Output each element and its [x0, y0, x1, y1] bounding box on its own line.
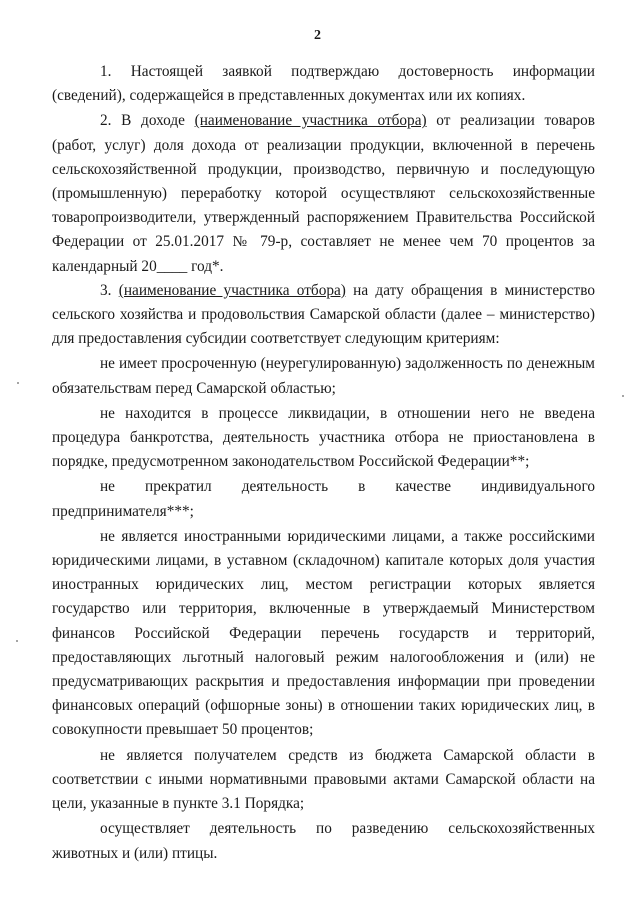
- criterion-animal-breeding: осуществляет деятельность по разведению сельскохозяйственных животных и (или) птицы.: [52, 820, 595, 862]
- criterion-not-foreign-entity: не является иностранными юридическими лицами, а также российскими юридическими лицами, в уставном (складочном) капитале которых доля участия иностранных юридических лиц, местом регистрации которых является государство или территория, включенные в утверждаемый Министерством финансов Российской Федерации перечень государств и территорий, предоставляющих льготный налоговый режим налогообложения и (или) не предусматривающих раскрытия и предоставления информации при проведении финансовых операций (офшорные зоны) в отношении таких юридических лиц, в совокупности превышает 50 процентов;: [52, 527, 595, 739]
- participant-name-placeholder: (наименование участника отбора): [194, 112, 427, 130]
- paragraph-confirmation: 1. Настоящей заявкой подтверждаю достоверность информации (сведений), содержащейся в представленных документах или их копиях.: [52, 63, 595, 105]
- paragraph-criteria-intro: [52, 279, 595, 352]
- criterion-no-liquidation: не находится в процессе ликвидации, в отношении него не введена процедура банкротства, деятельность участника отбора не приостановлена в порядке, предусмотренном законодательством Российской Федерации**;: [52, 404, 595, 471]
- criterion-no-debt: не имеет просроченную (неурегулированную) задолженность по денежным обязательствам перед Самарской областью;: [52, 355, 595, 397]
- scan-speck: [17, 382, 19, 384]
- scan-speck: [16, 640, 18, 642]
- page-number: 2: [314, 28, 321, 43]
- criterion-no-other-budget-funds: не является получателем средств из бюджета Самарской области в соответствии с иными нормативными правовыми актами Самарской области на цели, указанные в пункте 3.1 Порядка;: [52, 746, 595, 813]
- paragraph-income-share: [52, 109, 595, 278]
- criterion-active-entrepreneur: не прекратил деятельность в качестве индивидуального предпринимателя***;: [52, 478, 595, 520]
- paragraph-income-share-text: от реализации товаров (работ, услуг) доля дохода от реализации продукции, включенной в перечень сельскохозяйственной продукции, производство, первичную и последующую (промышленную) переработку которой осуществляют сельскохозяйственные товаропроизводители, утвержденный распоряжением Правительства Российской Федерации от 25.01.2017 № 79-р, составляет не менее чем 70 процентов за календарный 20____ год*.: [52, 112, 595, 275]
- paragraph-criteria-prefix: 3.: [100, 281, 119, 299]
- document-body: [52, 60, 595, 866]
- participant-name-placeholder: (наименование участника отбора): [118, 281, 346, 299]
- paragraph-criteria-text: на дату обращения в министерство сельского хозяйства и продовольствия Самарской области (далее – министерство) для предоставления субсидии соответствует следующим критериям:: [52, 281, 595, 348]
- paragraph-income-share-prefix: 2. В доходе: [100, 112, 195, 130]
- scan-speck: [622, 395, 624, 397]
